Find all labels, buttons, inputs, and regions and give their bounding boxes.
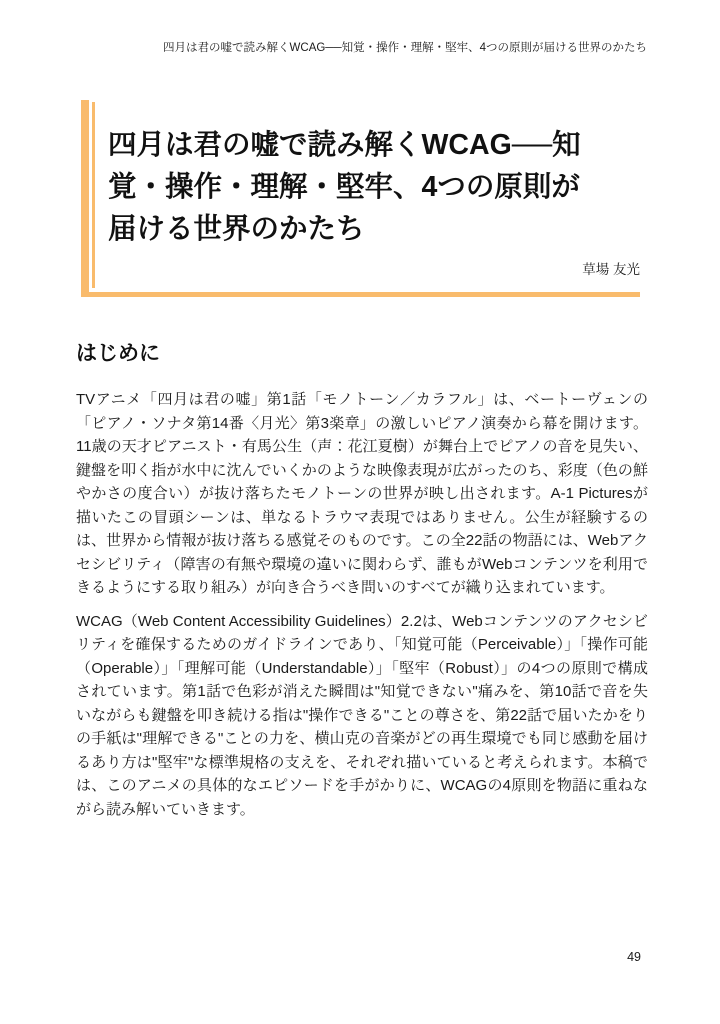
body-paragraph-2: WCAG（Web Content Accessibility Guidelines）2.2は、Webコンテンツのアクセシビリティを確保するためのガイドラインであり、「知覚可能（Perceivable）」「操作可能（Operable）」「理解可能（Understandable）」「堅牢（Robust）」の4つの原則で構成されています。第1話で色彩が消えた瞬間は"知覚できない"痛みを、第10話で音を失いながらも鍵盤を叩き続ける指は"操作できる"ことの尊さを、第22話で届いたかをりの手紙は"理解できる"ことの力を、横山克の音楽がどの再生環境でも同じ感動を届けるあり方は"堅牢"な標準規格の支えを、それぞれ描いていると考えられます。本稿では、このアニメの具体的なエピソードを手がかりに、WCAGの4原則を物語に重ねながら読み解いていきます。: [76, 612, 648, 818]
title-accent-bar-thick: [81, 100, 89, 297]
running-header: 四月は君の嘘で読み解くWCAG──知覚・操作・理解・堅牢、4つの原則が届ける世界のかたち: [163, 42, 647, 54]
title-bottom-rule: [81, 292, 640, 297]
page-number: 49: [627, 950, 641, 964]
article-title: 四月は君の嘘で読み解くWCAG──知覚・操作・理解・堅牢、4つの原則が届ける世界のかたち: [108, 129, 581, 245]
title-accent-bar-thin: [92, 102, 95, 288]
author-name: 草場 友光: [582, 262, 640, 277]
body-paragraph-1: TVアニメ「四月は君の嘘」第1話「モノトーン／カラフル」は、ベートーヴェンの「ピアノ・ソナタ第14番〈月光〉第3楽章」の激しいピアノ演奏から幕を開けます。11歳の天才ピアニスト・有馬公生（声：花江夏樹）が舞台上でピアノの音を見失い、鍵盤を叩く指が水中に沈んでいくかのような映像表現が広がったのち、彩度（色の鮮やかさの度合い）が抜け落ちたモノトーンの世界が映し出されます。A-1 Picturesが描いたこの冒頭シーンは、単なるトラウマ表現ではありません。公生が経験するのは、世界から情報が抜け落ちる感覚そのものです。この全22話の物語には、Webアクセシビリティ（障害の有無や環境の違いに関わらず、誰もがWebコンテンツを利用できるようにする取り組み）が向き合うべき問いのすべてが織り込まれています。: [76, 391, 648, 596]
section-heading-introduction: はじめに: [76, 342, 160, 365]
article-body: [76, 340, 648, 831]
title-block: [81, 100, 640, 297]
